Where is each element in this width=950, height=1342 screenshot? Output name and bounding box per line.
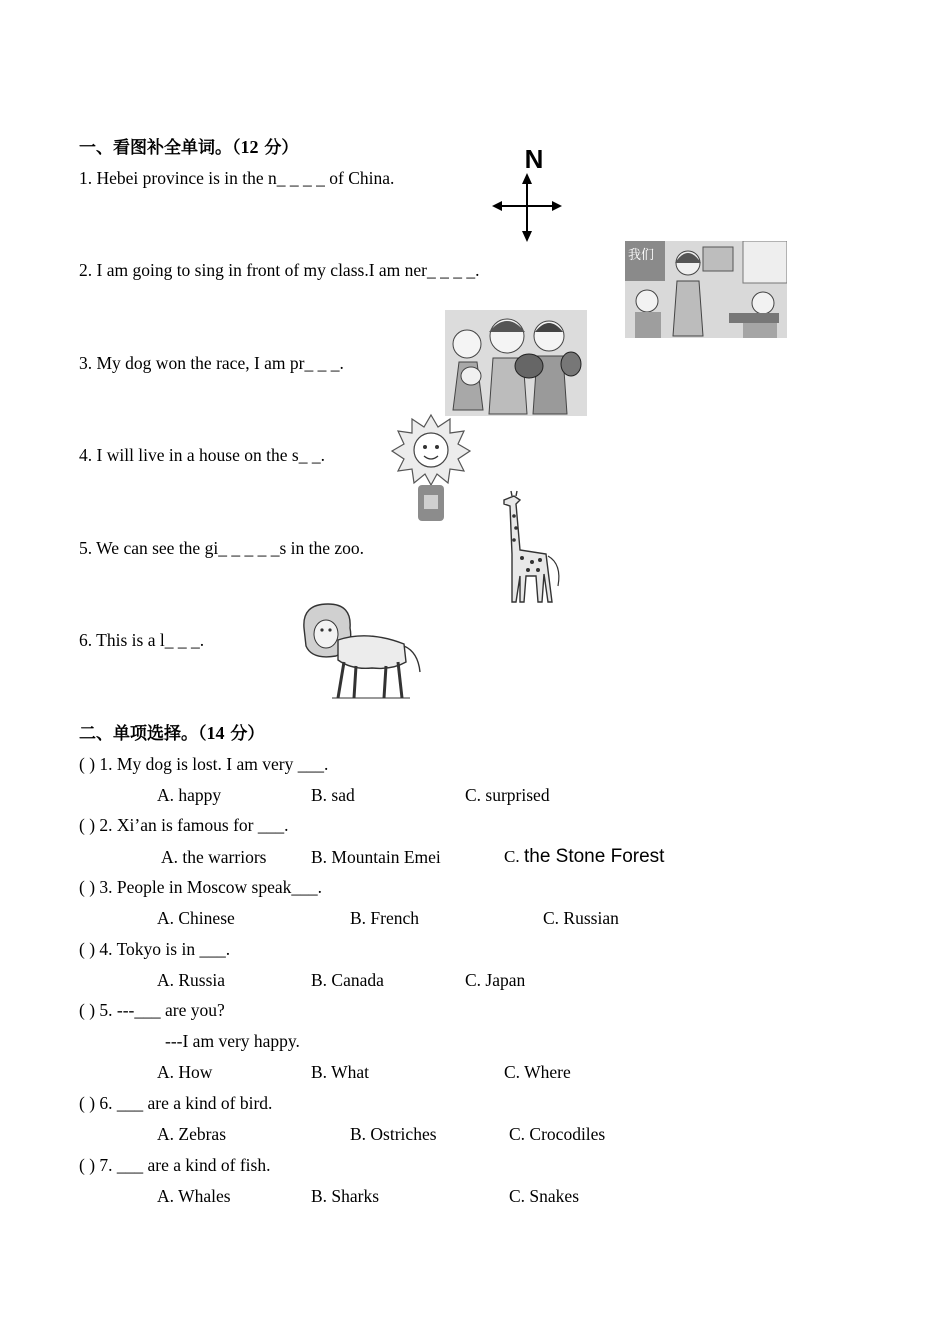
section2-points: 14 [206, 723, 225, 743]
q2-option-c [504, 847, 664, 866]
q5-option-b: B. What [311, 1062, 370, 1082]
q2-option-b: B. Mountain Emei [311, 847, 441, 867]
sun-picture [390, 413, 472, 523]
section1-title: 一、看图补全单词。（ [79, 138, 241, 158]
q3-option-b: B. French [350, 908, 420, 928]
question-5: ( ) 5. ---___ are you? [79, 1000, 225, 1020]
compass-north-letter: N [524, 144, 544, 174]
compass-icon [488, 142, 566, 244]
q7-option-a: A. Whales [157, 1186, 231, 1206]
q1-option-c: C. surprised [465, 785, 550, 805]
section1-points-suffix: 分） [258, 138, 299, 158]
kids-with-dogs-picture [445, 310, 587, 416]
classroom-sign-text: 我们 [628, 248, 655, 263]
fill-item-2: 2. I am going to sing in front of my class.I am ner_ _ _ _. [79, 260, 480, 280]
q2-option-c-text: the Stone Forest [523, 846, 665, 867]
question-2: ( ) 2. Xi’an is famous for ___. [79, 815, 289, 835]
section2-title: 二、单项选择。（ [79, 724, 207, 744]
q6-option-c: C. Crocodiles [509, 1124, 606, 1144]
fill-item-4: 4. I will live in a house on the s_ _. [79, 445, 325, 465]
q1-option-b: B. sad [311, 785, 355, 805]
q2-option-a: A. the warriors [161, 847, 267, 867]
q4-option-b: B. Canada [311, 970, 384, 990]
question-6: ( ) 6. ___ are a kind of bird. [79, 1093, 273, 1113]
giraffe-picture [494, 490, 570, 606]
q5-option-a: A. How [157, 1062, 213, 1082]
section1-heading [79, 138, 298, 157]
q5-option-c: C. Where [504, 1062, 571, 1082]
fill-item-1: 1. Hebei province is in the n_ _ _ _ of China. [79, 168, 395, 188]
q6-option-a: A. Zebras [157, 1124, 227, 1144]
q7-option-b: B. Sharks [311, 1186, 380, 1206]
q7-option-c: C. Snakes [509, 1186, 579, 1206]
fill-item-6: 6. This is a l_ _ _. [79, 630, 205, 650]
classroom-singing-picture [625, 241, 787, 338]
q4-option-a: A. Russia [157, 970, 226, 990]
section1-points: 12 [240, 137, 259, 157]
fill-item-3: 3. My dog won the race, I am pr_ _ _. [79, 353, 344, 373]
question-4: ( ) 4. Tokyo is in ___. [79, 939, 231, 959]
section2-heading [79, 724, 264, 743]
q1-option-a: A. happy [157, 785, 222, 805]
fill-item-5: 5. We can see the gi_ _ _ _ _s in the zoo. [79, 538, 365, 558]
q4-option-c: C. Japan [465, 970, 526, 990]
question-7: ( ) 7. ___ are a kind of fish. [79, 1155, 271, 1175]
q3-option-c: C. Russian [543, 908, 619, 928]
question-1: ( ) 1. My dog is lost. I am very ___. [79, 754, 329, 774]
question-5-answer-line: ---I am very happy. [165, 1031, 300, 1051]
lion-picture [298, 600, 426, 704]
section2-points-suffix: 分） [224, 724, 265, 744]
q2-option-c-letter: C. [504, 847, 520, 866]
q3-option-a: A. Chinese [157, 908, 235, 928]
question-3: ( ) 3. People in Moscow speak___. [79, 877, 323, 897]
q6-option-b: B. Ostriches [350, 1124, 437, 1144]
